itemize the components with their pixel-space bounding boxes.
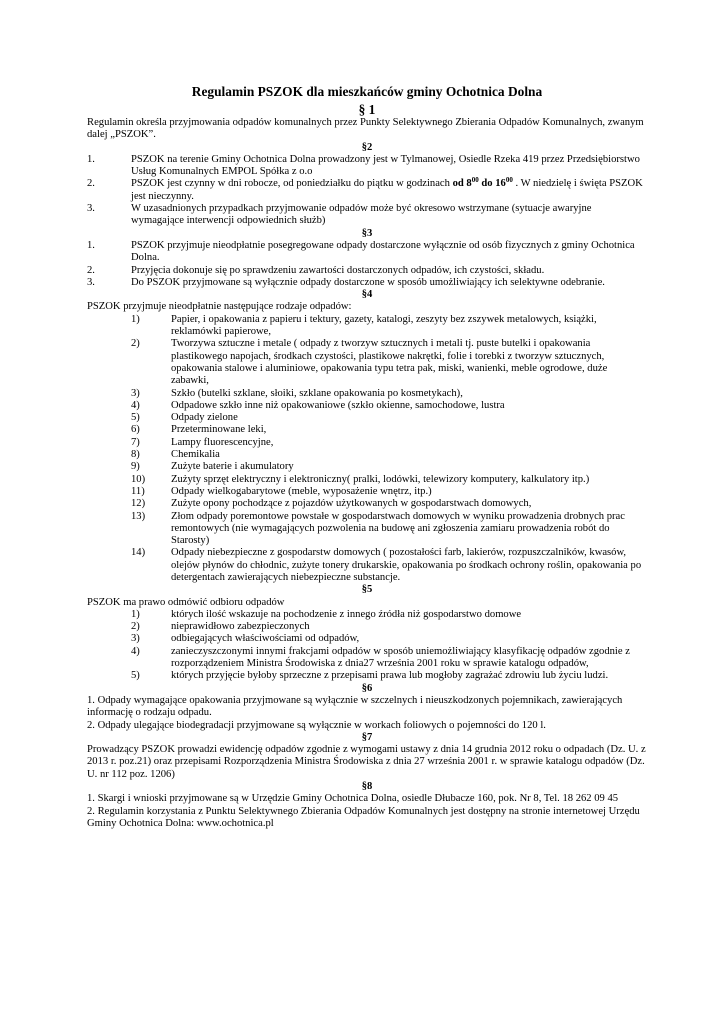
list-item: 10) Zużyty sprzęt elektryczny i elektroniczny( pralki, lodówki, telewizory komputery, kalkulatory itp.)	[131, 473, 590, 485]
list-item: 11) Odpady wielkogabarytowe (meble, wyposażenie wnętrz, itp.)	[131, 485, 432, 497]
list-item: 1. PSZOK przyjmuje nieodpłatnie posegregowane odpady dostarczone wyłącznie od osób fizycznych z gminy Ochotnica Dolna.	[87, 239, 635, 264]
section-2-heading: §2	[361, 141, 373, 153]
section-8-paragraph-2: 2. Regulamin korzystania z Punktu Selektywnego Zbierania Odpadów Komunalnych jest dostępny na stronie internetowej Urzędu Gminy Ochotnica Dolna: www.ochotnica.pl	[87, 805, 640, 829]
list-item: 12) Zużyte opony pochodzące z pojazdów użytkowanych w gospodarstwach domowych,	[131, 498, 532, 510]
section-5-list	[87, 609, 647, 683]
list-item: 6) Przeterminowane leki,	[131, 424, 267, 436]
section-3-heading: §3	[361, 227, 373, 239]
section-7-heading: §7	[361, 731, 373, 743]
section-4-intro: PSZOK przyjmuje nieodpłatnie następujące rodzaje odpadów:	[87, 301, 352, 313]
list-item: 7) Lampy fluorescencyjne,	[131, 436, 274, 448]
paragraph-number: 1.	[87, 153, 95, 165]
list-item: 9) Zużyte baterie i akumulatory	[131, 461, 294, 473]
section-2-paragraph	[87, 154, 647, 179]
section-1-text: Regulamin określa przyjmowania odpadów komunalnych przez Punkty Selektywnego Zbierania Odpadów Komunalnych, zwanym dalej „PSZOK”.	[87, 117, 644, 141]
opening-hours-intro: PSZOK jest czynny w dni robocze, od poniedziałku do piątku w godzinach	[131, 178, 453, 190]
list-item: 1) Papier, i opakowania z papieru i tektury, gazety, katalogi, zeszyty bez zszywek metalowych, książki, reklamówki papierowe,	[131, 313, 597, 338]
section-1-heading: § 1	[358, 102, 376, 117]
list-item: 4) zanieczyszczonymi innymi frakcjami odpadów w sposób uniemożliwiający klasyfikację odpadów zgodnie z rozporządzeniem Ministra Środowiska z dnia27 września 2001 roku w sprawie katalogu odpadów,	[131, 645, 630, 670]
section-4-heading: §4	[361, 289, 373, 301]
section-6-paragraph-1: 1. Odpady wymagające opakowania przyjmowane są wyłącznie w szczelnych i nieuszkodzonych pojemnikach, zawierających informację o rodzaju odpadu.	[87, 694, 623, 719]
section-5-intro: PSZOK ma prawo odmówić odbioru odpadów	[87, 596, 285, 608]
section-2-paragraph	[87, 203, 647, 228]
list-item: 1) których ilość wskazuje na pochodzenie z innego źródła niż gospodarstwo domowe	[131, 608, 522, 620]
list-item: 13) Złom odpady poremontowe powstałe w gospodarstwach domowych w wyniku prowadzenia drobnych prac remontowych (nie wymagających pozwolenia na budowę ani zgłoszenia zamiaru prowadzenia robót do Starosty)	[131, 510, 625, 547]
opening-hour-from: od $8^{00}$ do $16^{00}$	[452, 176, 513, 190]
list-item: 2. Przyjęcia dokonuje się po sprawdzeniu zawartości dostarczonych odpadów, ich czystości, składu.	[87, 264, 545, 276]
list-item: 3. Do PSZOK przyjmowane są wyłącznie odpady dostarczone w sposób umożliwiający ich selektywne odebranie.	[87, 276, 605, 288]
section-5-heading: §5	[361, 584, 373, 596]
section-6-heading: §6	[361, 682, 373, 694]
document-page	[87, 84, 647, 830]
list-item: 2) Tworzywa sztuczne i metale ( odpady z tworzyw sztucznych i metali tj. puste butelki i opakowania plastikowego napojach, środkach czystości, plastikowe nakrętki, folie i torebki z tworzyw sztucznych, opakowania stalowe i aluminiowe, opakowania typu tetra pak, miski, wanienki, meble ogrodowe, duże zabawki,	[131, 338, 608, 387]
page-title: Regulamin PSZOK dla mieszkańców gminy Ochotnica Dolna	[191, 84, 543, 99]
list-item: 4) Odpadowe szkło inne niż opakowaniowe (szkło okienne, samochodowe, lustra	[131, 399, 505, 411]
paragraph-text: PSZOK na terenie Gminy Ochotnica Dolna prowadzony jest w Tylmanowej, Osiedle Rzeka 419 przez Przedsiębiorstwo Usług Komunalnych EMPOL Spółka z o.o	[131, 153, 640, 178]
section-8-heading: §8	[361, 781, 373, 793]
section-8-paragraph-1: 1. Skargi i wnioski przyjmowane są w Urzędzie Gminy Ochotnica Dolna, osiedle Dłubacze 160, pok. Nr 8, Tel. 18 262 09 45	[87, 793, 619, 805]
section-3-list	[87, 240, 647, 289]
opening-hours-note: . W niedzielę i święta PSZOK jest nieczynny.	[131, 178, 643, 202]
paragraph-text: W uzasadnionych przypadkach przyjmowanie odpadów może być okresowo wstrzymane (sytuacje awaryjne wymagające interwencji odpowiednich służb)	[131, 203, 592, 227]
list-item: 5) których przyjęcie byłoby sprzeczne z przepisami prawa lub mogłoby zagrażać zdrowiu lub życiu ludzi.	[131, 670, 609, 682]
section-2-paragraph	[87, 178, 647, 203]
list-item: 2) nieprawidłowo zabezpieczonych	[131, 621, 310, 633]
paragraph-number: 3.	[87, 203, 95, 215]
list-item: 5) Odpady zielone	[131, 412, 238, 424]
list-item: 8) Chemikalia	[131, 449, 220, 461]
section-4-list	[87, 314, 647, 585]
section-7-text: Prowadzący PSZOK prowadzi ewidencję odpadów zgodnie z wymogami ustawy z dnia 14 grudnia 2012 roku o odpadach (Dz. U. z 2013 r. poz.21) oraz przepisami Rozporządzenia Ministra Środowiska z dnia 27 września 2001 r. w sprawie katalogu odpadów (Dz. U. nr 112 poz. 1206)	[87, 744, 646, 780]
paragraph-text	[131, 178, 647, 203]
paragraph-number: 2.	[87, 178, 95, 190]
list-item: 3) odbiegających właściwościami od odpadów,	[131, 633, 360, 645]
section-6-paragraph-2: 2. Odpady ulegające biodegradacji przyjmowane są wyłącznie w workach foliowych o pojemności do 120 l.	[87, 719, 546, 731]
list-item: 3) Szkło (butelki szklane, słoiki, szklane opakowania po kosmetykach),	[131, 387, 463, 399]
list-item: 14) Odpady niebezpieczne z gospodarstw domowych ( pozostałości farb, lakierów, rozpuszczalników, kwasów, olejów płynów do chłodnic, zużyte tonery drukarskie, opakowania po środkach ochrony roślin, opakowania po detergentach zawierających niebezpieczne substancje.	[131, 547, 642, 583]
